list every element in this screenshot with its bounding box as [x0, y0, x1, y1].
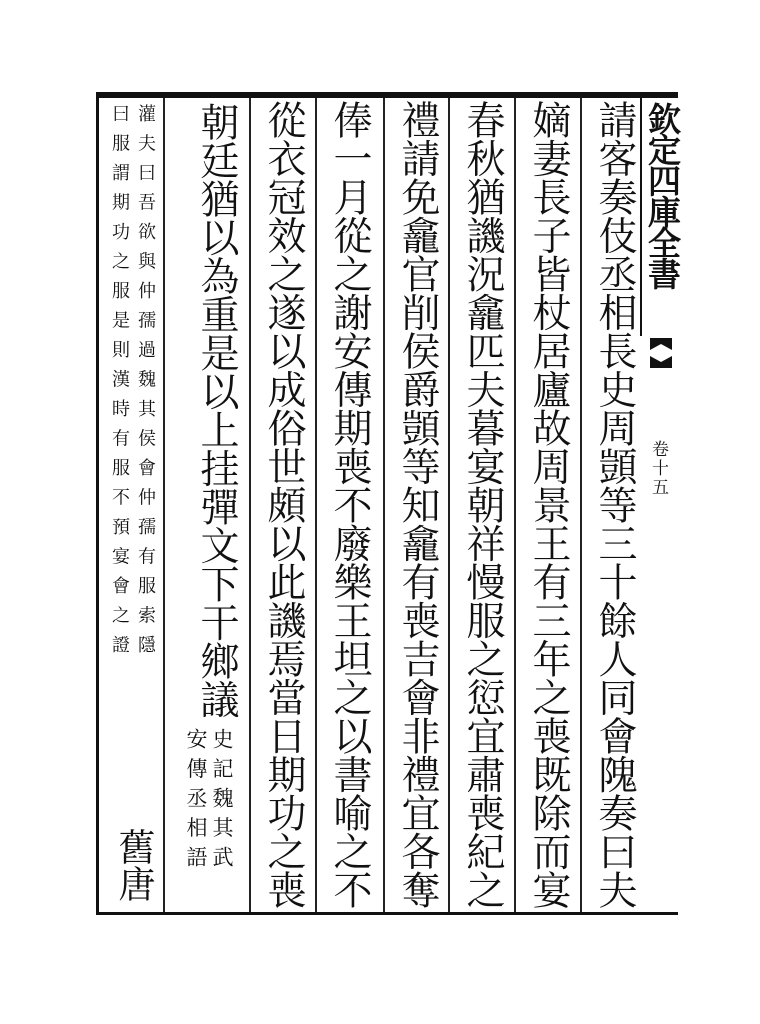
- column-text: 朝廷猶以為重是以上挂彈文下干鄉議: [194, 102, 239, 718]
- text-column-7: [170, 98, 246, 910]
- annotation-line: 曰服謂期功之服是則漢時有服不預宴會之證: [109, 104, 130, 665]
- column-rule: [383, 98, 385, 912]
- column-text: 從衣冠效之遂以成俗世頗以此譏焉當日期功之喪: [261, 99, 306, 909]
- column-text: 春秋猶譏況龕匹夫暮宴朝祥慢服之愆宜肅喪紀之: [460, 99, 505, 909]
- annotation-line: 史記魏其武: [210, 728, 234, 876]
- text-column-2: [518, 98, 578, 910]
- column-text: 舊唐: [112, 828, 155, 902]
- column-rule: [514, 98, 516, 912]
- column-text: 請客奏伎丞相長史周顗等三十餘人同會隗奏曰夫: [592, 99, 637, 909]
- text-column-5: [319, 98, 379, 910]
- text-column-3: [452, 98, 512, 910]
- text-column-1: [584, 98, 644, 910]
- text-column-6: [253, 98, 313, 910]
- column-text: 嫡妻長子皆杖居廬故周景王有三年之喪既除而宴: [526, 99, 571, 909]
- fish-tail-mark-icon: [648, 336, 674, 370]
- column-rule: [249, 98, 251, 912]
- text-column-4: [387, 98, 447, 910]
- column-rule: [448, 98, 450, 912]
- book-title: 欽定四庫全書: [640, 96, 682, 336]
- text-column-8: [102, 98, 162, 910]
- column-text: 俸一月從之謝安傳期喪不廢樂王坦之以書喻之不: [327, 99, 372, 909]
- volume-label: 卷十五: [648, 440, 668, 497]
- column-text: 禮請免龕官削侯爵顗等知龕有喪吉會非禮宜各奪: [395, 99, 440, 909]
- annotation-line: 灌夫曰吾欲與仲孺過魏其侯會仲孺有服索隱: [135, 104, 156, 665]
- column-rule: [580, 98, 582, 912]
- column-rule: [315, 98, 317, 912]
- column-rule: [163, 98, 165, 912]
- annotation-line: 安傳丞相語: [184, 728, 208, 876]
